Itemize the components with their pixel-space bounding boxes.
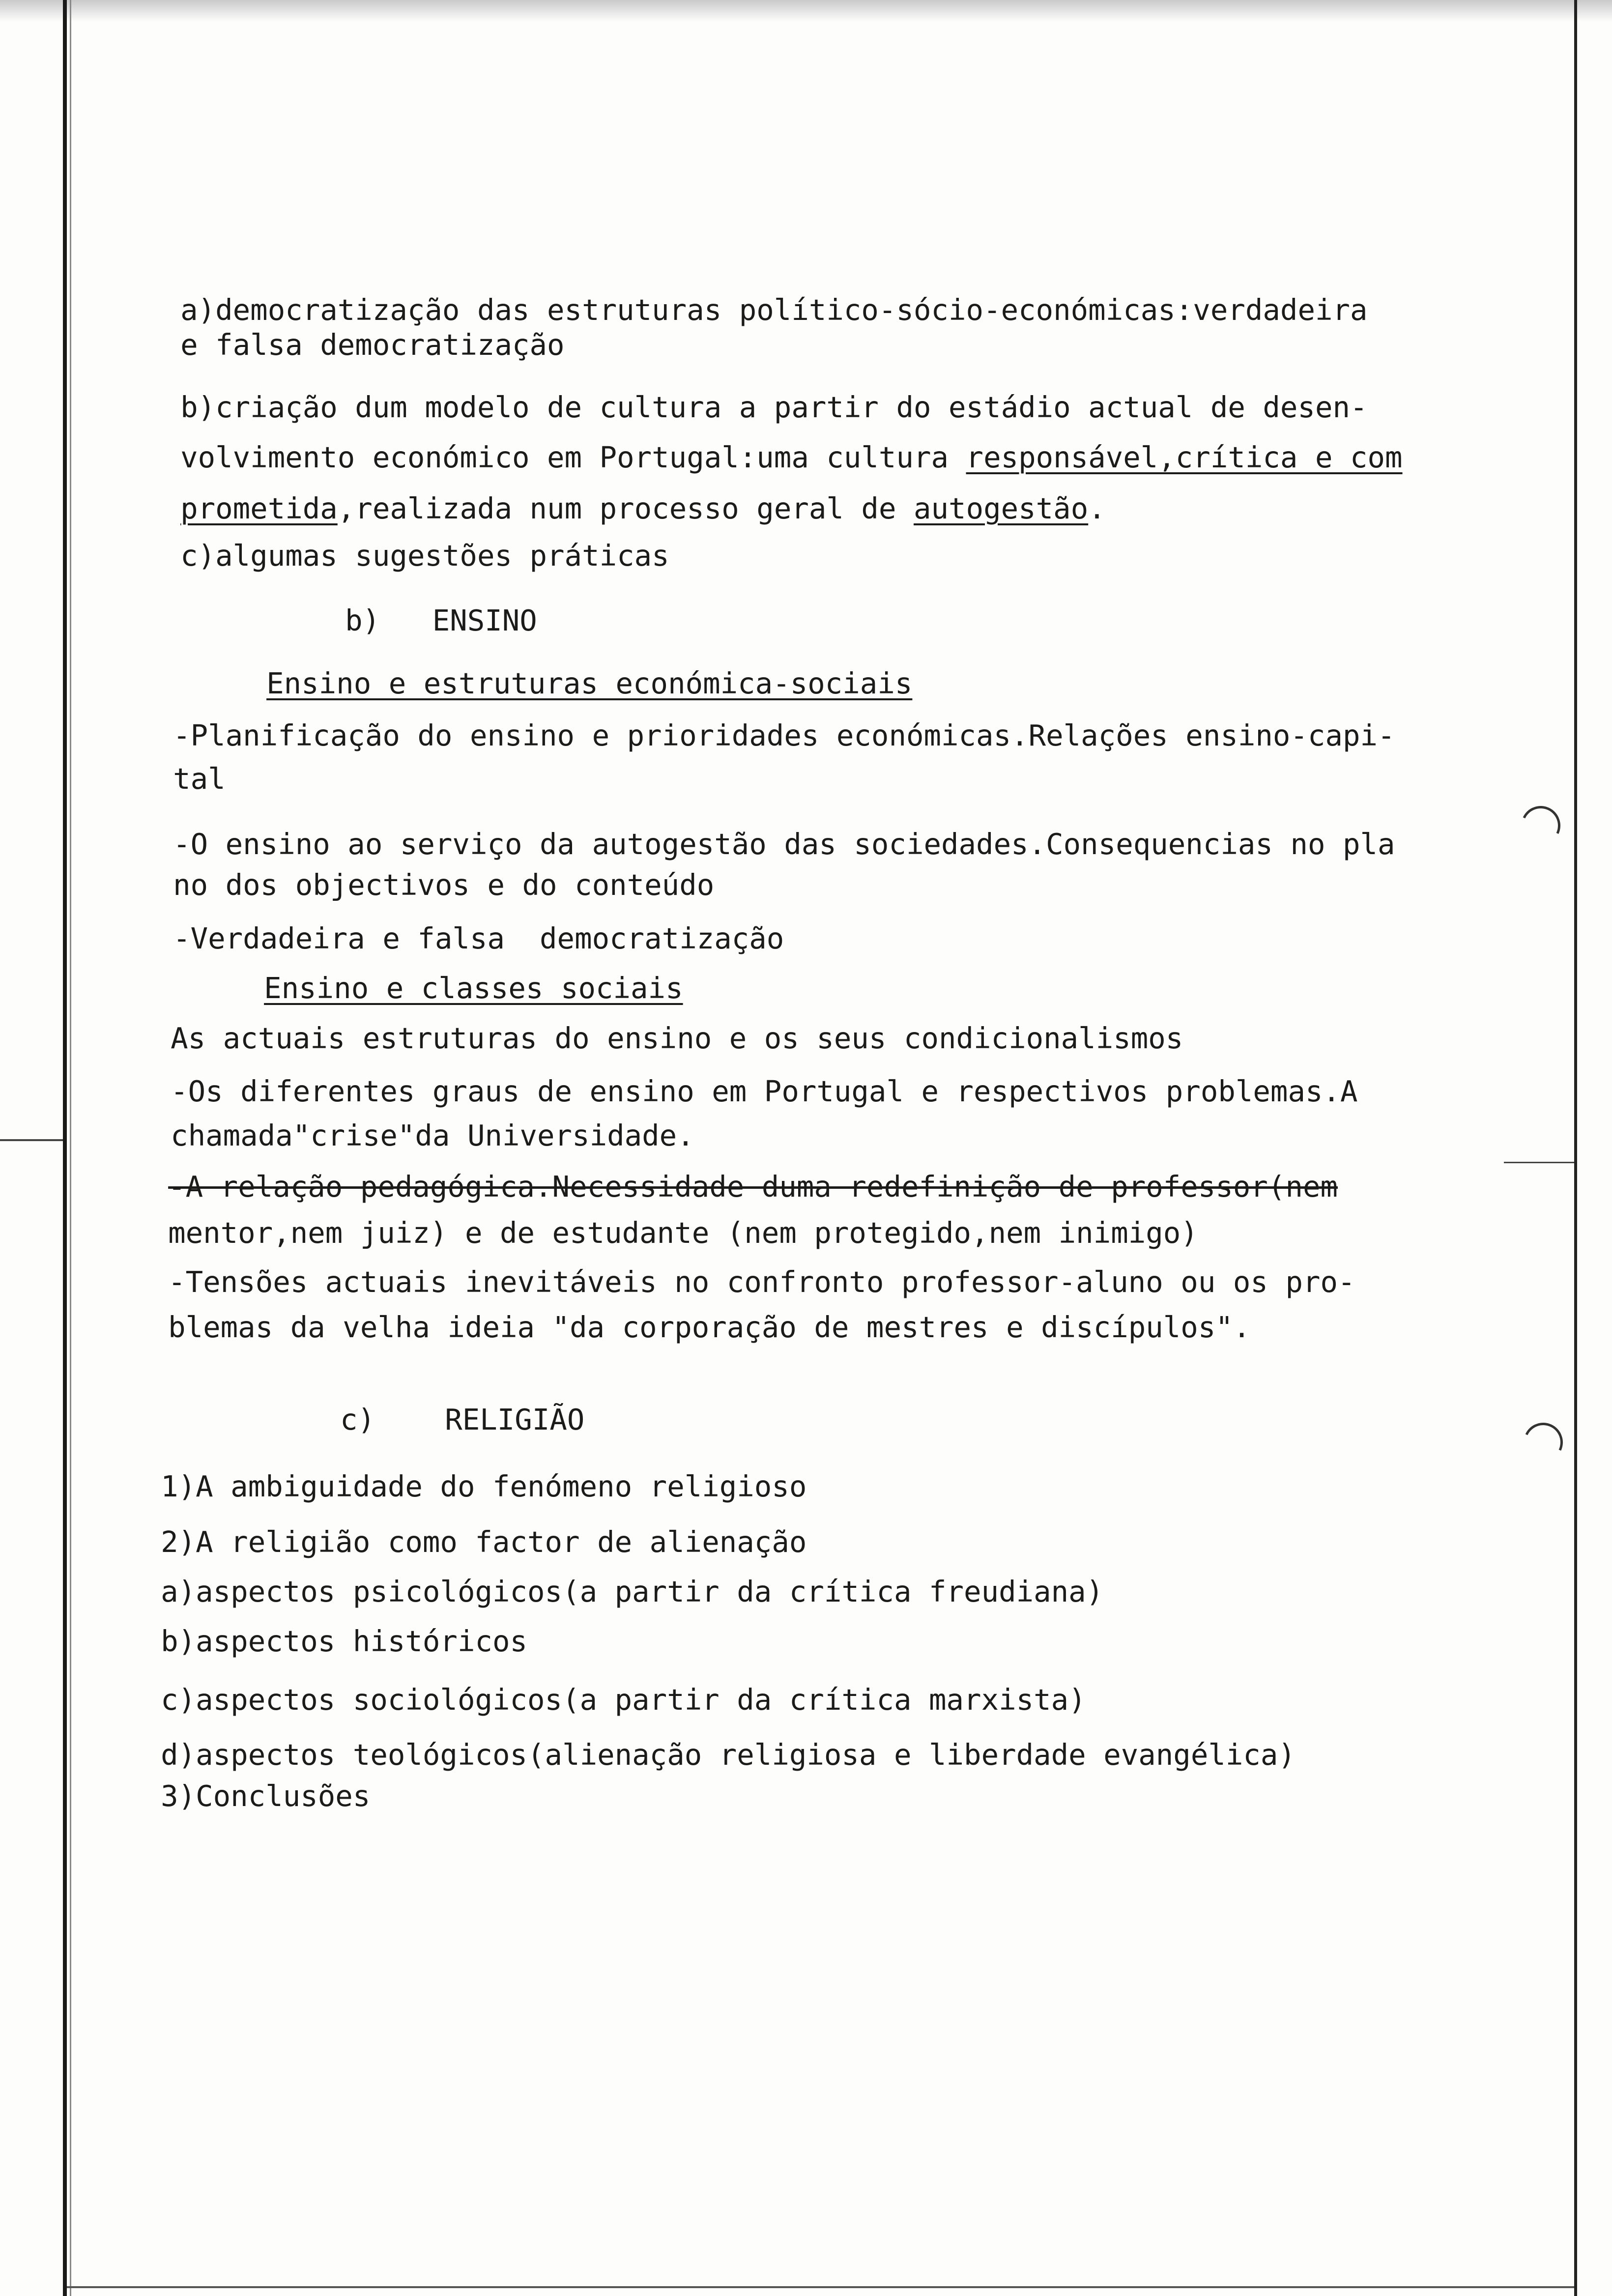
line-text: b)aspectos históricos [161, 1624, 528, 1658]
line-text: 3)Conclusões [161, 1779, 371, 1813]
left-margin-mark [0, 1139, 63, 1141]
subsection-heading [197, 617, 1612, 700]
line-text: 2)A religião como factor de alienação [161, 1525, 807, 1559]
underlined-phrase: autogestão [914, 491, 1089, 525]
line-text: -O ensino ao serviço da autogestão das sociedades.Consequencias no pla [173, 827, 1395, 861]
text-line [111, 341, 1612, 424]
scan-top-shadow [0, 0, 1612, 22]
section-heading [275, 554, 1612, 637]
line-text: a)democratização das estruturas político-sócio-económicas:verdadeira [180, 293, 1368, 327]
text-line [103, 778, 1612, 861]
text-line [98, 1167, 1612, 1250]
text-line [91, 1420, 1612, 1503]
section-title: b) ENSINO [345, 603, 537, 637]
text-line [101, 1069, 1612, 1152]
text-line [91, 1476, 1612, 1559]
underlined-phrase: prometida [180, 491, 338, 525]
line-text: -Os diferentes graus de ensino em Portugal e respectivos problemas.A [171, 1074, 1358, 1108]
line-text: -Tensões actuais inevitáveis no confronto professor-aluno ou os pro- [168, 1265, 1355, 1299]
subsection-heading [194, 922, 1612, 1005]
text-line [98, 1216, 1612, 1299]
line-text: b)criação dum modelo de cultura a partir do estádio actual de desen- [180, 390, 1368, 424]
text-line [111, 279, 1612, 362]
line-text: 1)A ambiguidade do fenómeno religioso [161, 1469, 807, 1503]
page-left-edge-shadow [70, 0, 71, 2296]
line-text: c)aspectos sociológicos(a partir da crítica marxista) [161, 1683, 1086, 1717]
text-line [91, 1575, 1612, 1658]
line-text: no dos objectivos e do conteúdo [173, 868, 715, 902]
text-line [91, 1634, 1612, 1717]
struck-out-text: -A relação pedagógica.Necessidade duma redefinição de professor(nem [168, 1170, 1338, 1204]
line-text: ,realizada num processo geral de [337, 491, 914, 525]
text-line [91, 1730, 1612, 1813]
line-text: blemas da velha ideia "da corporação de mestres e discípulos". [168, 1310, 1251, 1344]
line-text: volvimento económico em Portugal:uma cultura [180, 440, 966, 474]
text-line [98, 1120, 1612, 1204]
text-line [103, 713, 1612, 796]
line-text: chamada"crise"da Universidade. [171, 1119, 694, 1152]
text-line [103, 872, 1612, 955]
section-heading [270, 1353, 1612, 1436]
line-text: d)aspectos teológicos(alienação religiosa e liberdade evangélica) [161, 1738, 1295, 1772]
line-text: -Verdadeira e falsa democratização [173, 921, 784, 955]
page-bottom-edge [67, 2286, 1574, 2288]
line-text: As actuais estruturas do ensino e os seus condicionalismos [171, 1021, 1183, 1055]
text-line [103, 819, 1612, 902]
line-text: tal [173, 762, 226, 796]
text-line [111, 489, 1612, 573]
line-text: mentor,nem juiz) e de estudante (nem protegido,nem inimigo) [168, 1216, 1198, 1250]
subsection-title: Ensino e estruturas económica-sociais [266, 666, 913, 700]
text-line [91, 1689, 1612, 1772]
subsection-title: Ensino e classes sociais [264, 971, 683, 1005]
text-line [101, 972, 1612, 1055]
underlined-phrase: responsável,crítica e com [966, 440, 1403, 474]
text-line [103, 669, 1612, 752]
text-line [111, 442, 1612, 525]
line-text: e falsa democratização [180, 328, 565, 362]
line-text: a)aspectos psicológicos(a partir da crítica freudiana) [161, 1575, 1104, 1608]
text-line [111, 391, 1612, 474]
text-line [101, 1025, 1612, 1108]
text-line [91, 1525, 1612, 1608]
text-line [98, 1261, 1612, 1344]
section-title: c) RELIGIÃO [340, 1403, 585, 1436]
page-left-edge [63, 0, 67, 2296]
line-text: -Planificação do ensino e prioridades económicas.Relações ensino-capi- [173, 718, 1395, 752]
line-text: c)algumas sugestões práticas [180, 539, 669, 573]
line-text: . [1088, 491, 1106, 525]
